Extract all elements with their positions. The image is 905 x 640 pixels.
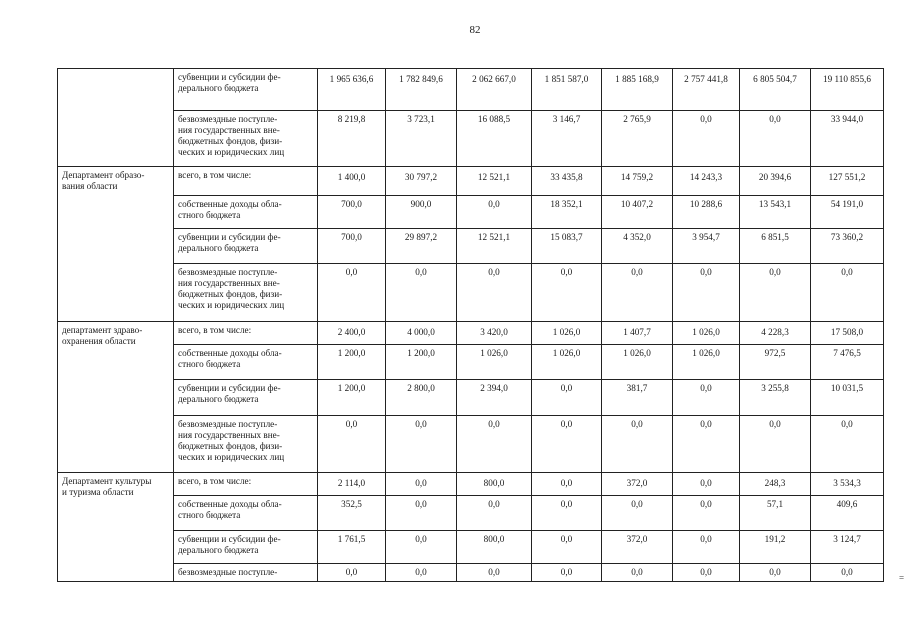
value-cell: 0,0 (740, 564, 811, 582)
value-cell: 0,0 (386, 473, 457, 496)
table-row (58, 496, 884, 531)
value-cell: 0,0 (457, 264, 532, 322)
value-cell: 0,0 (673, 380, 740, 416)
value-cell: 2 800,0 (386, 380, 457, 416)
value-cell: 0,0 (673, 531, 740, 564)
value-cell: 0,0 (318, 264, 386, 322)
value-cell: 1 026,0 (457, 345, 532, 380)
value-cell: 0,0 (318, 416, 386, 473)
value-cell: 2 394,0 (457, 380, 532, 416)
table-row (58, 380, 884, 416)
value-cell: 1 407,7 (602, 322, 673, 345)
table-row (58, 69, 884, 111)
value-cell: 1 782 849,6 (386, 69, 457, 111)
value-cell: 4 352,0 (602, 229, 673, 264)
category-cell: собственные доходы обла- стного бюджета (174, 196, 318, 229)
value-cell: 0,0 (811, 416, 884, 473)
category-cell: субвенции и субсидии фе- дерального бюджета (174, 531, 318, 564)
value-cell: 12 521,1 (457, 167, 532, 196)
table-row (58, 564, 884, 582)
value-cell: 0,0 (811, 264, 884, 322)
value-cell: 372,0 (602, 473, 673, 496)
value-cell: 29 897,2 (386, 229, 457, 264)
value-cell: 127 551,2 (811, 167, 884, 196)
value-cell: 1 026,0 (532, 322, 602, 345)
value-cell: 20 394,6 (740, 167, 811, 196)
page-number: 82 (469, 24, 481, 36)
value-cell: 0,0 (318, 564, 386, 582)
department-cell: департамент здраво- охранения области (58, 322, 174, 473)
category-cell: субвенции и субсидии фе- дерального бюджета (174, 69, 318, 111)
table-row (58, 531, 884, 564)
value-cell: 17 508,0 (811, 322, 884, 345)
table-body (58, 69, 884, 582)
value-cell: 1 200,0 (386, 345, 457, 380)
value-cell: 2 757 441,8 (673, 69, 740, 111)
value-cell: 972,5 (740, 345, 811, 380)
value-cell: 3 723,1 (386, 111, 457, 167)
category-cell: всего, в том числе: (174, 473, 318, 496)
value-cell: 0,0 (457, 416, 532, 473)
value-cell: 409,6 (811, 496, 884, 531)
value-cell: 4 000,0 (386, 322, 457, 345)
value-cell: 14 243,3 (673, 167, 740, 196)
value-cell: 0,0 (673, 111, 740, 167)
table-row (58, 229, 884, 264)
value-cell: 30 797,2 (386, 167, 457, 196)
department-cell: Департамент культуры и туризма области (58, 473, 174, 582)
category-cell: безвозмездные поступле- ния государственных вне- бюджетных фондов, физи- ческих и юридических лиц (174, 416, 318, 473)
value-cell: 1 026,0 (673, 322, 740, 345)
value-cell: 0,0 (673, 416, 740, 473)
value-cell: 3 954,7 (673, 229, 740, 264)
value-cell: 0,0 (602, 496, 673, 531)
value-cell: 2 765,9 (602, 111, 673, 167)
value-cell: 3 534,3 (811, 473, 884, 496)
value-cell: 12 521,1 (457, 229, 532, 264)
value-cell: 1 400,0 (318, 167, 386, 196)
value-cell: 0,0 (602, 416, 673, 473)
value-cell: 0,0 (386, 264, 457, 322)
value-cell: 700,0 (318, 196, 386, 229)
value-cell: 0,0 (386, 531, 457, 564)
value-cell: 19 110 855,6 (811, 69, 884, 111)
value-cell: 13 543,1 (740, 196, 811, 229)
value-cell: 10 031,5 (811, 380, 884, 416)
value-cell: 14 759,2 (602, 167, 673, 196)
value-cell: 0,0 (673, 264, 740, 322)
value-cell: 381,7 (602, 380, 673, 416)
category-cell: безвозмездные поступле- (174, 564, 318, 582)
value-cell: 191,2 (740, 531, 811, 564)
category-cell: субвенции и субсидии фе- дерального бюджета (174, 229, 318, 264)
value-cell: 6 805 504,7 (740, 69, 811, 111)
value-cell: 0,0 (532, 564, 602, 582)
value-cell: 2 062 667,0 (457, 69, 532, 111)
value-cell: 0,0 (602, 264, 673, 322)
value-cell: 0,0 (740, 264, 811, 322)
category-cell: безвозмездные поступле- ния государственных вне- бюджетных фондов, физи- ческих и юридических лиц (174, 111, 318, 167)
value-cell: 18 352,1 (532, 196, 602, 229)
value-cell: 54 191,0 (811, 196, 884, 229)
value-cell: 10 288,6 (673, 196, 740, 229)
value-cell: 0,0 (532, 380, 602, 416)
value-cell: 1 200,0 (318, 380, 386, 416)
value-cell: 3 420,0 (457, 322, 532, 345)
value-cell: 700,0 (318, 229, 386, 264)
value-cell: 352,5 (318, 496, 386, 531)
category-cell: собственные доходы обла- стного бюджета (174, 496, 318, 531)
value-cell: 372,0 (602, 531, 673, 564)
value-cell: 0,0 (457, 196, 532, 229)
value-cell: 0,0 (532, 264, 602, 322)
value-cell: 248,3 (740, 473, 811, 496)
value-cell: 6 851,5 (740, 229, 811, 264)
value-cell: 800,0 (457, 531, 532, 564)
table-row (58, 473, 884, 496)
value-cell: 1 026,0 (532, 345, 602, 380)
value-cell: 33 435,8 (532, 167, 602, 196)
value-cell: 10 407,2 (602, 196, 673, 229)
table-row (58, 345, 884, 380)
value-cell: 0,0 (673, 496, 740, 531)
value-cell: 0,0 (532, 473, 602, 496)
table-row (58, 196, 884, 229)
category-cell: всего, в том числе: (174, 322, 318, 345)
value-cell: 8 219,8 (318, 111, 386, 167)
table-row (58, 167, 884, 196)
value-cell: 0,0 (532, 531, 602, 564)
value-cell: 73 360,2 (811, 229, 884, 264)
value-cell: 0,0 (740, 111, 811, 167)
value-cell: 0,0 (457, 496, 532, 531)
value-cell: 2 400,0 (318, 322, 386, 345)
value-cell: 1 885 168,9 (602, 69, 673, 111)
value-cell: 1 761,5 (318, 531, 386, 564)
category-cell: собственные доходы обла- стного бюджета (174, 345, 318, 380)
department-cell (58, 69, 174, 167)
table-row (58, 264, 884, 322)
value-cell: 33 944,0 (811, 111, 884, 167)
value-cell: 0,0 (386, 416, 457, 473)
budget-table (57, 68, 884, 582)
value-cell: 800,0 (457, 473, 532, 496)
value-cell: 2 114,0 (318, 473, 386, 496)
department-cell: Департамент образо- вания области (58, 167, 174, 322)
table-row (58, 416, 884, 473)
value-cell: 0,0 (386, 496, 457, 531)
value-cell: 7 476,5 (811, 345, 884, 380)
value-cell: 0,0 (386, 564, 457, 582)
value-cell: 0,0 (811, 564, 884, 582)
value-cell: 1 851 587,0 (532, 69, 602, 111)
value-cell: 0,0 (740, 416, 811, 473)
value-cell: 57,1 (740, 496, 811, 531)
category-cell: безвозмездные поступле- ния государственных вне- бюджетных фондов, физи- ческих и юридических лиц (174, 264, 318, 322)
value-cell: 0,0 (673, 473, 740, 496)
value-cell: 1 965 636,6 (318, 69, 386, 111)
value-cell: 1 026,0 (602, 345, 673, 380)
value-cell: 3 124,7 (811, 531, 884, 564)
value-cell: 16 088,5 (457, 111, 532, 167)
table-row (58, 111, 884, 167)
value-cell: 0,0 (532, 496, 602, 531)
value-cell: 0,0 (602, 564, 673, 582)
value-cell: 900,0 (386, 196, 457, 229)
value-cell: 3 255,8 (740, 380, 811, 416)
category-cell: всего, в том числе: (174, 167, 318, 196)
value-cell: 4 228,3 (740, 322, 811, 345)
margin-mark: = (899, 573, 905, 583)
value-cell: 0,0 (673, 564, 740, 582)
category-cell: субвенции и субсидии фе- дерального бюджета (174, 380, 318, 416)
value-cell: 3 146,7 (532, 111, 602, 167)
value-cell: 0,0 (532, 416, 602, 473)
value-cell: 1 026,0 (673, 345, 740, 380)
table-row (58, 322, 884, 345)
value-cell: 1 200,0 (318, 345, 386, 380)
value-cell: 15 083,7 (532, 229, 602, 264)
value-cell: 0,0 (457, 564, 532, 582)
